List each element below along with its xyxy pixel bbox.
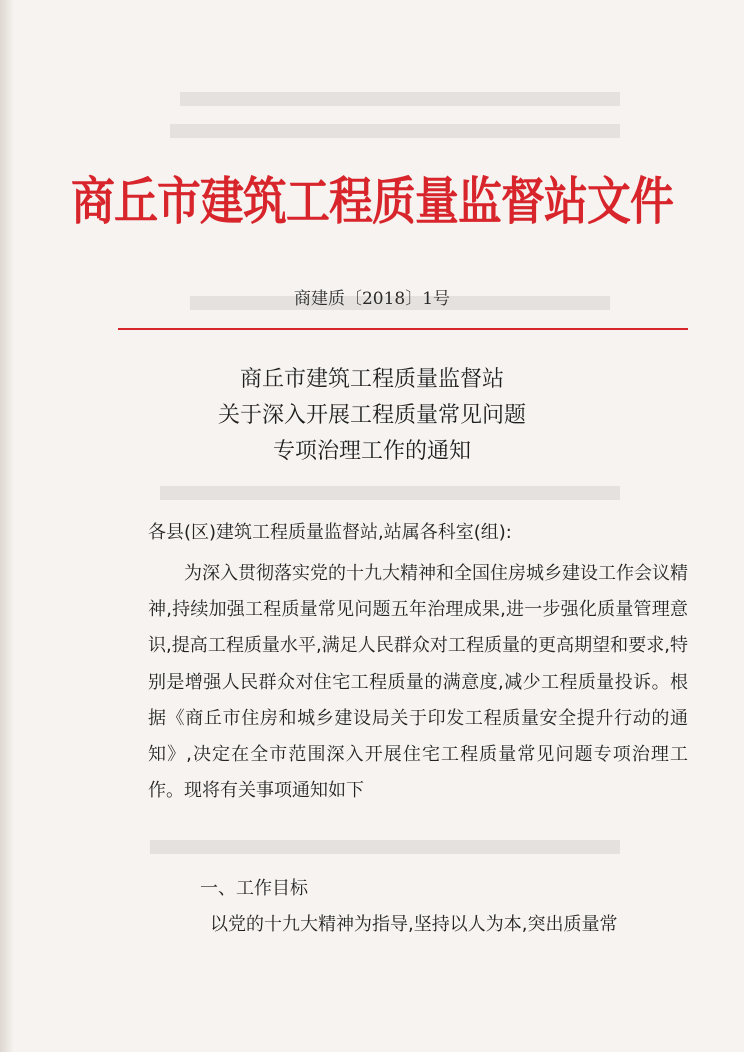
bleed-through-mark — [180, 92, 620, 106]
notice-title-line2: 关于深入开展工程质量常见问题 — [217, 403, 526, 428]
notice-title-line1: 商丘市建筑工程质量监督站 — [239, 367, 504, 392]
scan-edge-shadow — [0, 0, 14, 1052]
addressee: 各县(区)建筑工程质量监督站,站属各科室(组): — [148, 522, 512, 543]
notice-title-line3: 专项治理工作的通知 — [272, 439, 471, 464]
document-header: 商丘市建筑工程质量监督站文件 — [70, 172, 673, 232]
bleed-through-mark — [160, 486, 620, 500]
section-heading: 一、工作目标 — [200, 878, 308, 899]
bleed-through-mark — [170, 124, 620, 138]
bleed-through-mark — [150, 840, 620, 854]
body-paragraph: 为深入贯彻落实党的十九大精神和全国住房城乡建设工作会议精神,持续加强工程质量常见问题五年治理成果,进一步强化质量管理意识,提高工程质量水平,满足人民群众对工程质量的更高期望和要求,特别是增强人民群众对住宅工程质量的满意度,减少工程质量投诉。根据《商丘市住房和城乡建设局关于印发工程质量安全提升行动的通知》,决定在全市范围深入开展住宅工程质量常见问题专项治理工作。现将有关事项通知如下 — [148, 563, 688, 802]
red-divider — [118, 328, 688, 330]
section-text: 以党的十九大精神为指导,坚持以人为本,突出质量常 — [210, 914, 618, 935]
document-number: 商建质〔2018〕1号 — [293, 289, 451, 309]
